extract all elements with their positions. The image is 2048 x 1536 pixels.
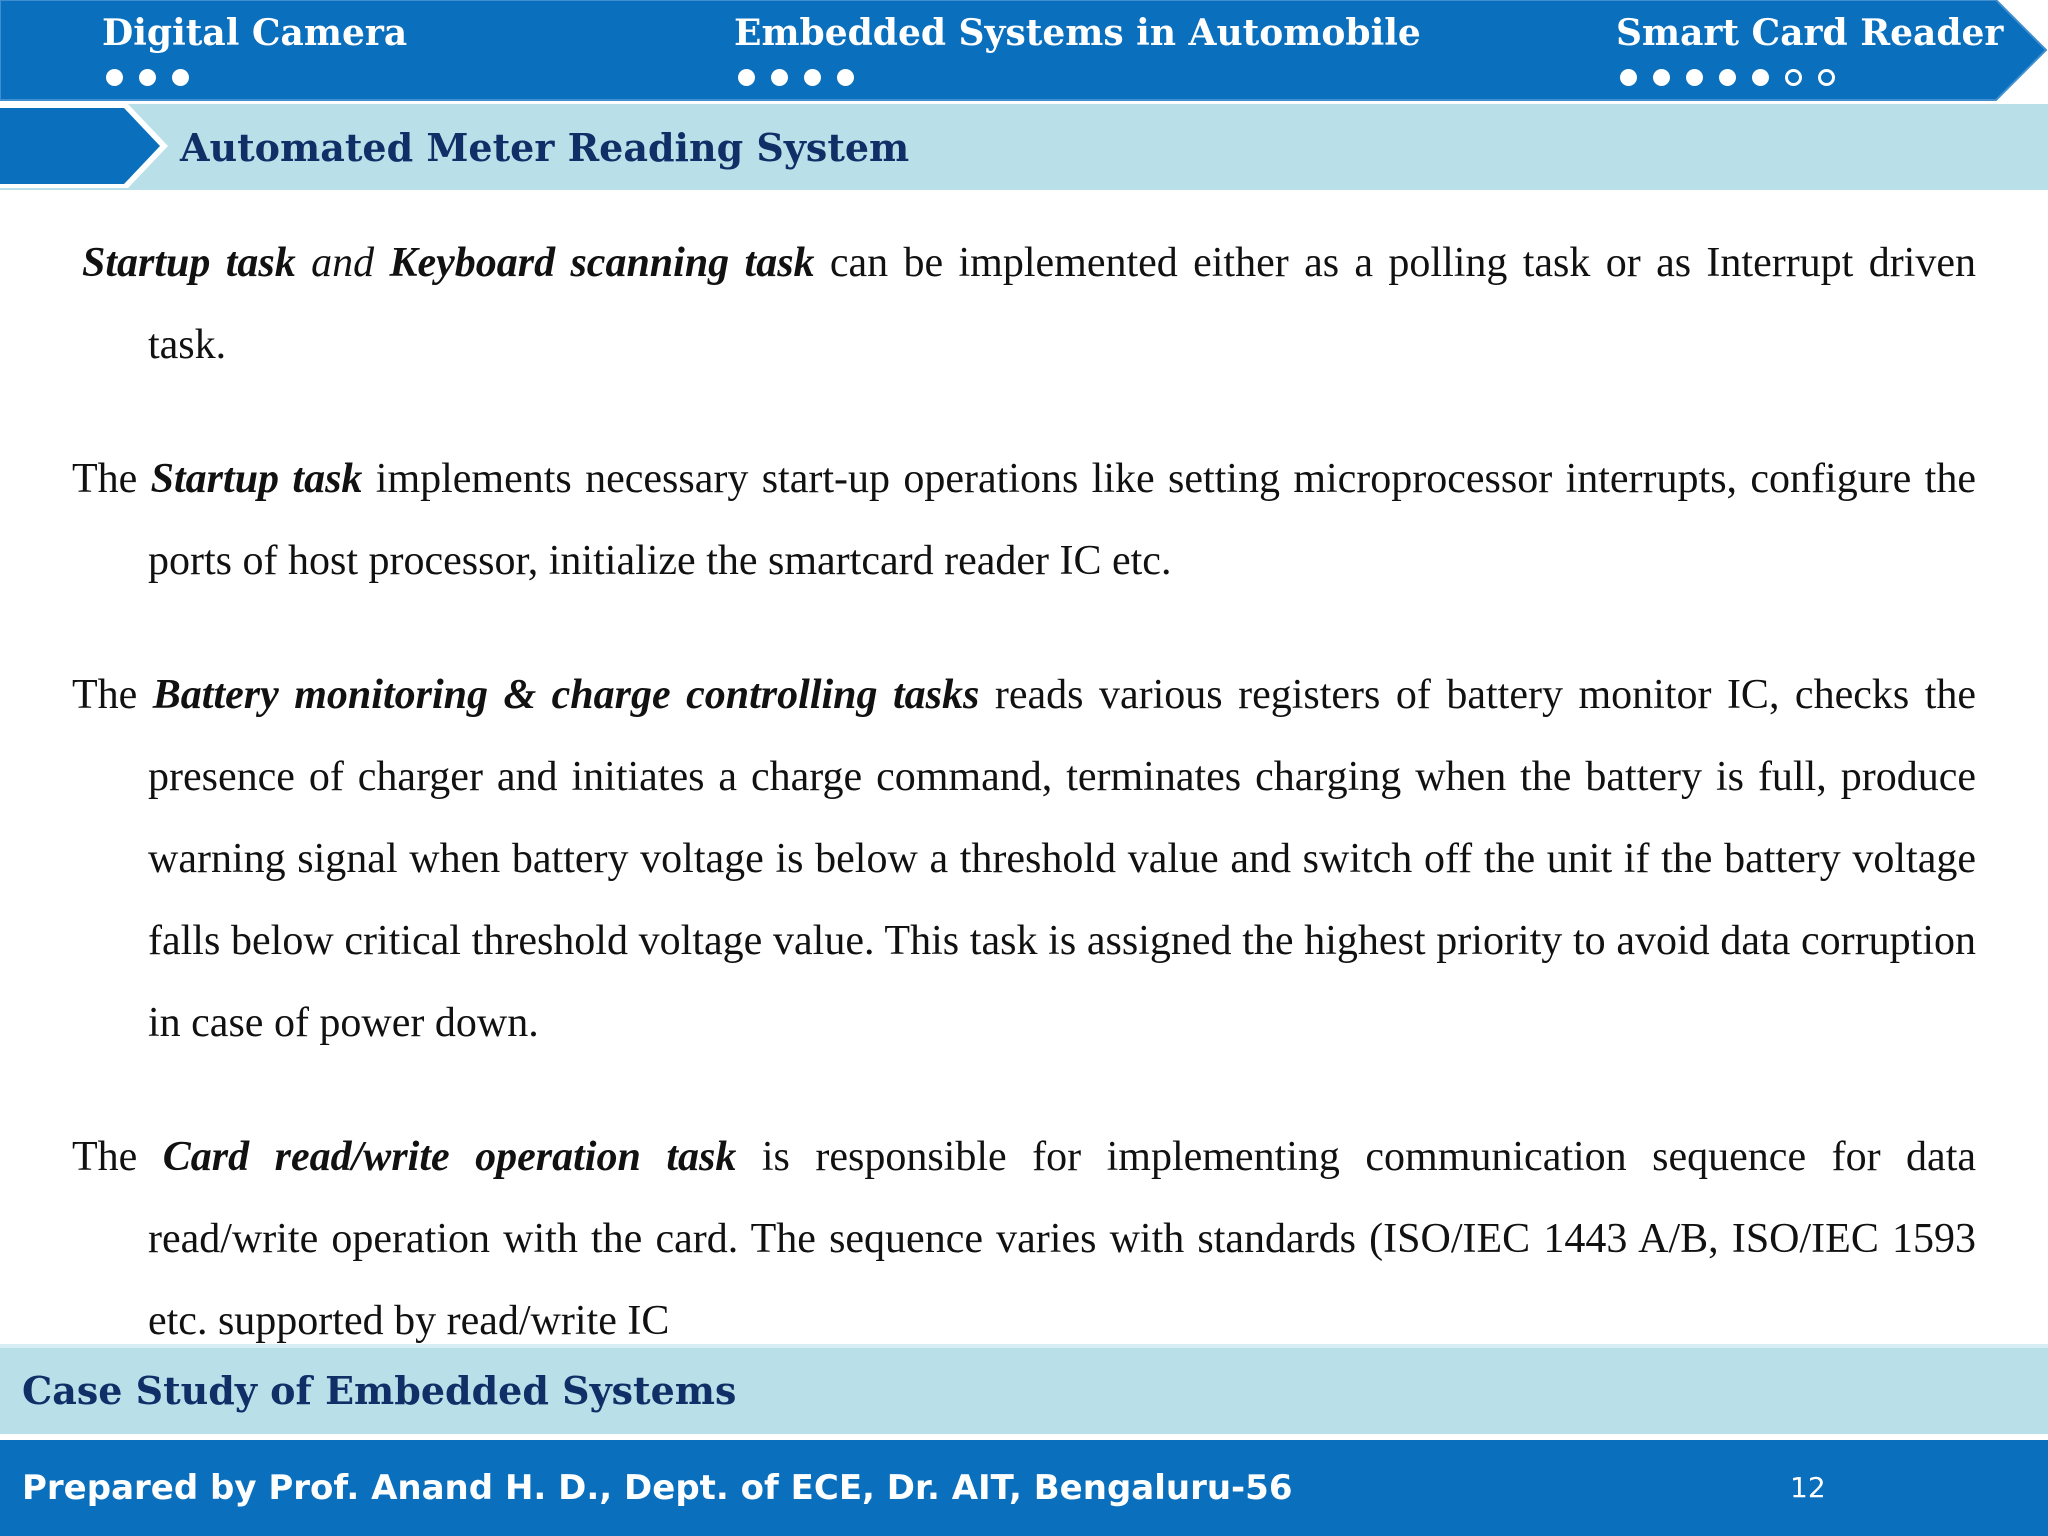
top-navigation-band	[0, 0, 2048, 104]
nav-progress-dots-digital-camera	[106, 62, 189, 92]
nav-section-digital-camera[interactable]: Digital Camera	[102, 12, 408, 54]
progress-dot-filled	[771, 69, 788, 86]
progress-dot-filled	[106, 69, 123, 86]
section-title: Automated Meter Reading System	[180, 125, 910, 170]
key-term: Card read/write operation task	[162, 1134, 737, 1180]
footer-credit-band	[0, 1440, 2048, 1536]
progress-dot-filled	[1620, 69, 1637, 86]
paragraph-text: The	[72, 1134, 163, 1180]
author-credit: Prepared by Prof. Anand H. D., Dept. of ECE, Dr. AIT, Bengaluru-56	[22, 1468, 1293, 1508]
section-title-band	[0, 104, 2048, 190]
slide-body	[72, 222, 1976, 1414]
progress-dot-filled	[837, 69, 854, 86]
course-title: Case Study of Embedded Systems	[22, 1368, 737, 1413]
nav-section-embedded-automobile[interactable]: Embedded Systems in Automobile	[734, 12, 1421, 54]
paragraph-text: The	[72, 672, 153, 718]
progress-dot-filled	[1653, 69, 1670, 86]
progress-dot-filled	[1686, 69, 1703, 86]
progress-dot-filled	[804, 69, 821, 86]
progress-dot-filled	[738, 69, 755, 86]
nav-section-smart-card-reader[interactable]: Smart Card Reader	[1616, 12, 2004, 54]
footer-course-band	[0, 1344, 2048, 1434]
key-term: Battery monitoring & charge controlling tasks	[152, 672, 980, 718]
paragraph-text: The	[72, 456, 151, 502]
paragraph-text: reads various registers of battery monitor IC, checks the presence of charger and initiates a charge command, terminates charging when the battery is full, produce warning signal when battery voltage is below a threshold value and switch off the unit if the battery voltage falls below critical threshold voltage value. This task is assigned the highest priority to avoid data corruption in case of power down.	[148, 672, 1977, 1046]
key-term: Keyboard scanning task	[389, 240, 815, 286]
progress-dot-filled	[172, 69, 189, 86]
progress-dot-empty	[1785, 69, 1802, 86]
progress-dot-filled	[1752, 69, 1769, 86]
progress-dot-filled	[139, 69, 156, 86]
key-term: Startup task	[82, 240, 296, 286]
paragraph-text: can be implemented either as a polling task or as Interrupt driven task.	[148, 240, 1976, 368]
paragraph-text: implements necessary start-up operations like setting microprocessor interrupts, configure the ports of host processor, initialize the smartcard reader IC etc.	[148, 456, 1976, 584]
paragraph-text: is responsible for implementing communication sequence for data read/write operation with the card. The sequence varies with standards (ISO/IEC 1443 A/B, ISO/IEC 1593 etc. supported by read/write IC	[148, 1134, 1976, 1344]
progress-dot-empty	[1818, 69, 1835, 86]
paragraph-battery-monitoring	[72, 654, 1976, 1064]
paragraph-text: and	[295, 240, 390, 286]
page-number: 12	[1790, 1471, 1826, 1504]
nav-progress-dots-embedded-automobile	[738, 62, 854, 92]
progress-dot-filled	[1719, 69, 1736, 86]
paragraph-startup-task	[72, 438, 1976, 602]
paragraph-startup-keyboard	[72, 222, 1976, 386]
key-term: Startup task	[150, 456, 363, 502]
nav-progress-dots-smart-card-reader	[1620, 62, 1835, 92]
paragraph-card-read-write	[72, 1116, 1976, 1362]
